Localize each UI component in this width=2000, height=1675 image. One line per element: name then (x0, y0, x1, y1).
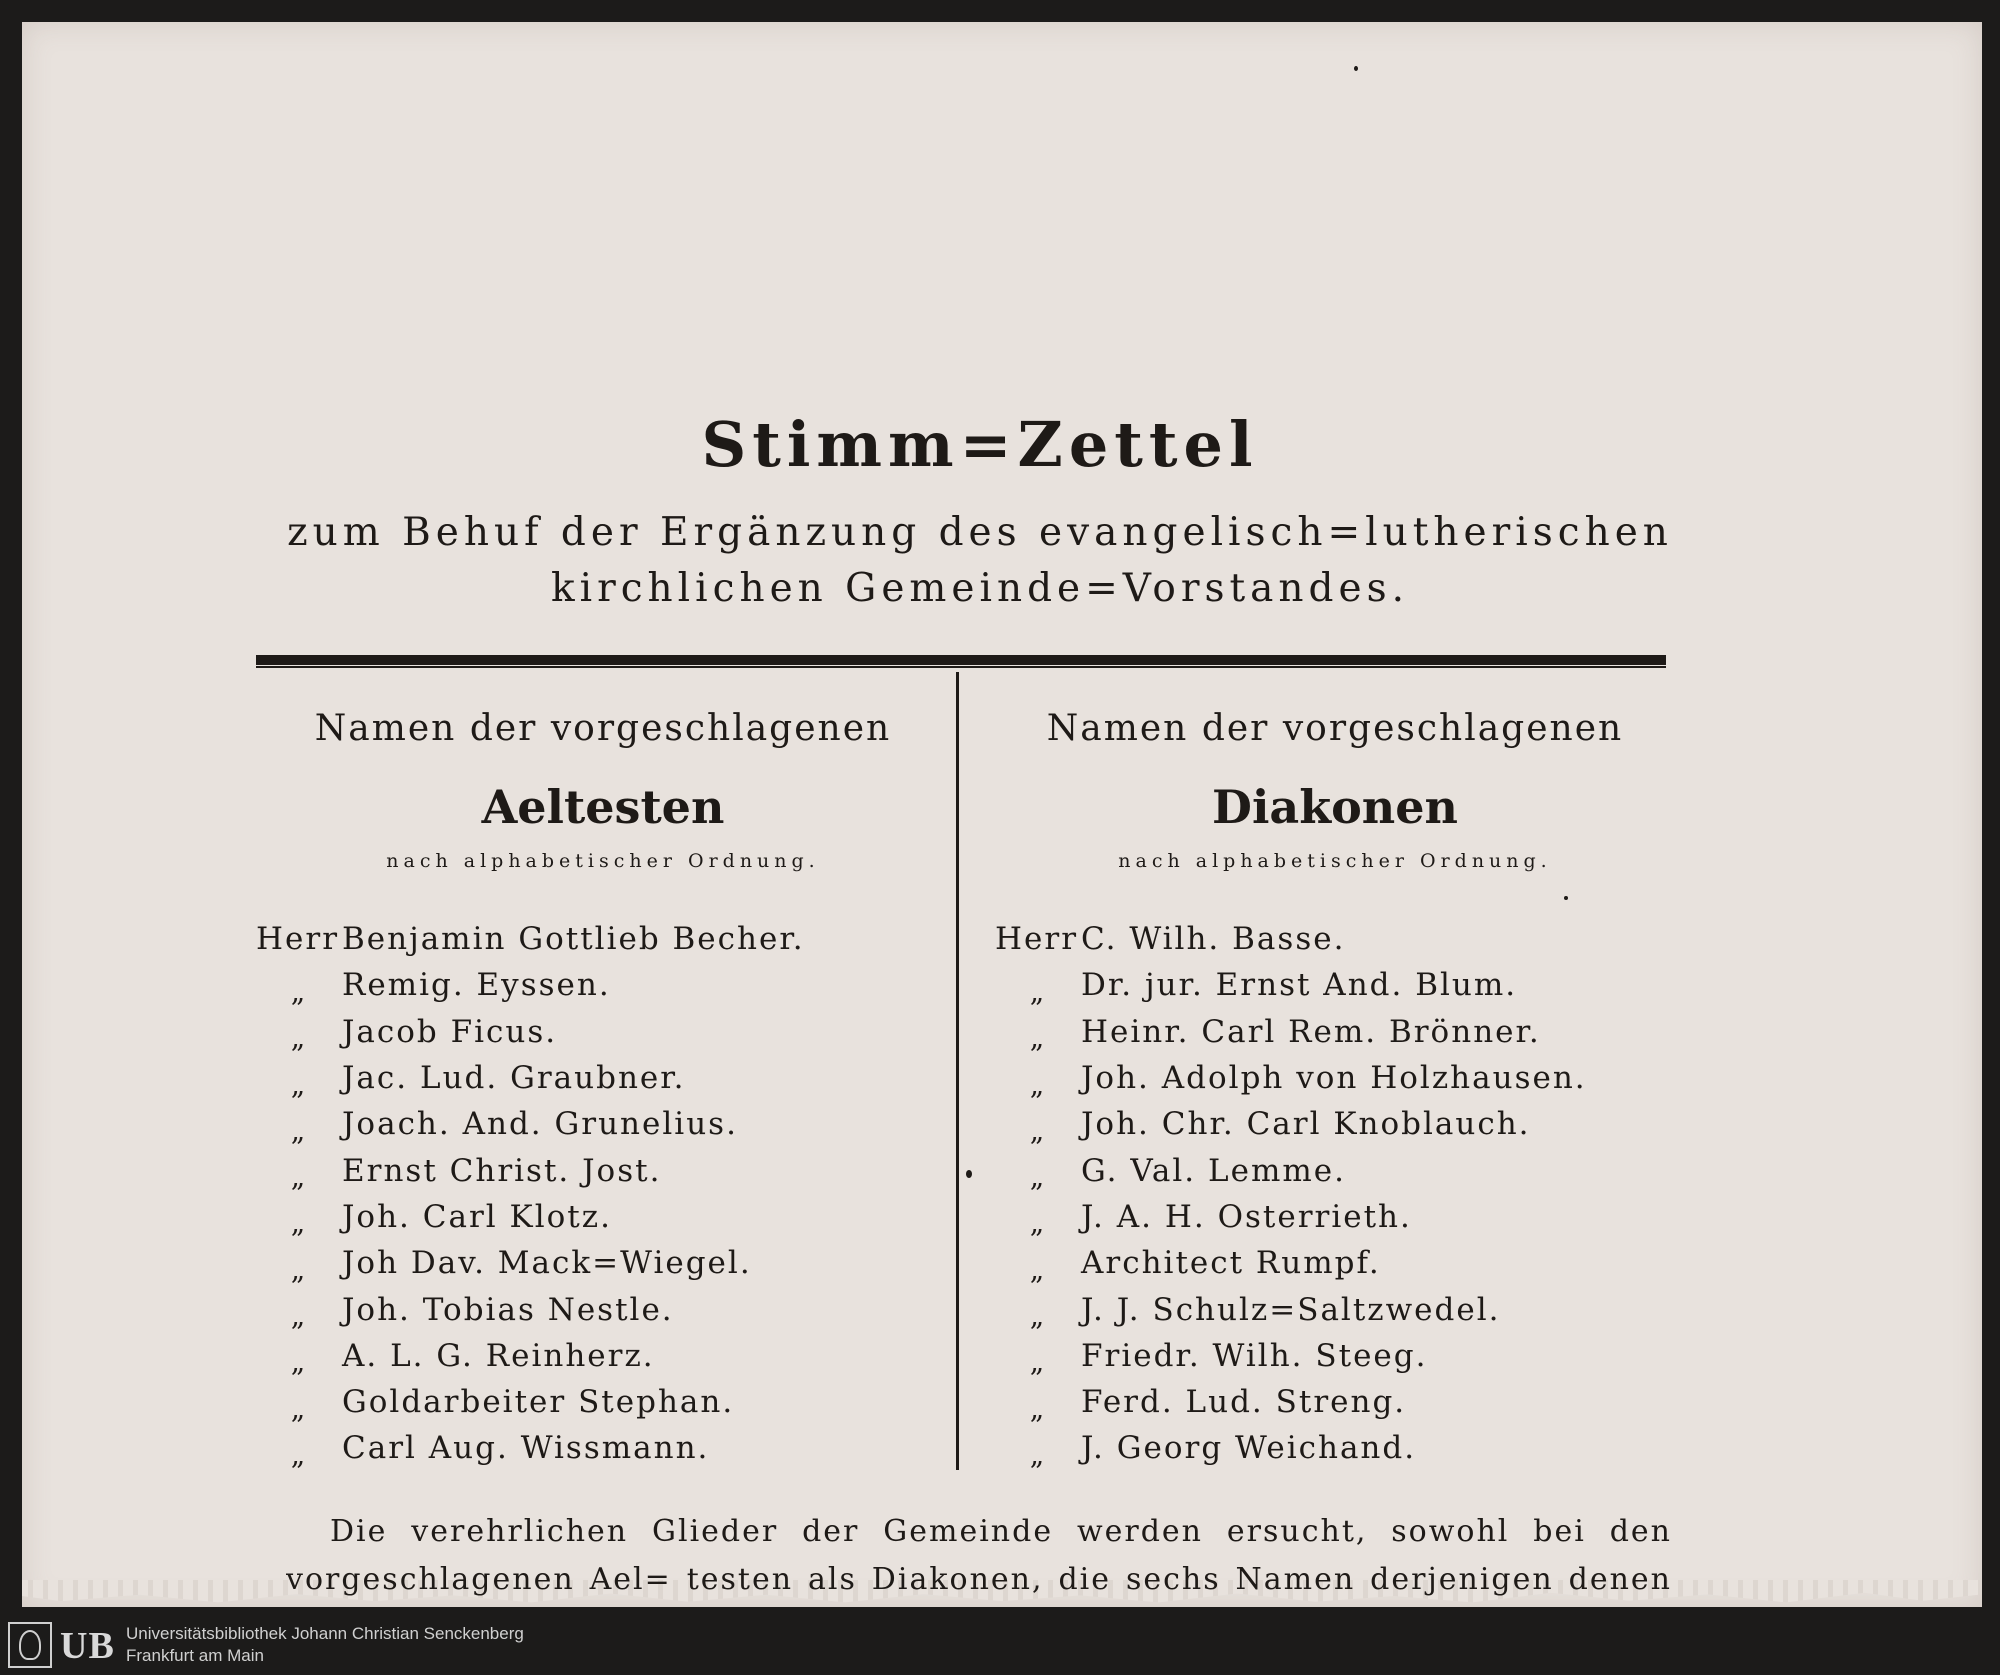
diakonen-candidate-name: Friedr. Wilh. Steeg. (1081, 1337, 1428, 1374)
ditto-mark: „ (1029, 1345, 1047, 1379)
aeltesten-candidate-name: Joh. Carl Klotz. (342, 1198, 612, 1235)
ditto-mark: „ (1029, 1391, 1047, 1425)
ditto-mark: „ (1029, 1299, 1047, 1333)
ditto-mark: „ (1029, 1160, 1047, 1194)
library-credit (126, 1623, 524, 1667)
ditto-mark: „ (290, 1299, 308, 1333)
aeltesten-candidate-name: Remig. Eyssen. (342, 967, 611, 1004)
diakonen-title: Diakonen (1212, 780, 1458, 834)
ditto-mark: „ (290, 1067, 308, 1101)
aeltesten-candidate-name: A. L. G. Reinherz. (342, 1337, 655, 1374)
ditto-mark: „ (290, 1437, 308, 1471)
aeltesten-title: Aeltesten (481, 780, 725, 834)
ditto-mark: „ (1029, 1437, 1047, 1471)
aeltesten-heading: Namen der vorgeschlagenen (314, 708, 892, 749)
ditto-mark: „ (290, 1345, 308, 1379)
diakonen-name-row (995, 962, 1675, 1008)
ditto-mark: „ (290, 974, 308, 1008)
library-logo-text: UB (60, 1625, 115, 1667)
aeltesten-name-row (256, 916, 950, 962)
diakonen-name-row (995, 1425, 1675, 1471)
ditto-mark: „ (1029, 974, 1047, 1008)
diakonen-name-row (995, 1101, 1675, 1147)
aeltesten-candidate-name: Joh. Tobias Nestle. (342, 1291, 674, 1328)
heading-rule-thin (256, 666, 1666, 668)
aeltesten-name-row (256, 1379, 950, 1425)
aeltesten-candidate-name: Ernst Christ. Jost. (342, 1152, 662, 1189)
diakonen-candidate-name: J. J. Schulz=Saltzwedel. (1081, 1291, 1501, 1328)
instructions-paragraph: Die verehrlichen Glieder der Gemeinde werden ersucht, sowohl bei den vorgeschlagenen Ael= testen als Diakonen, die sechs Namen derjenigen denen (286, 1514, 1672, 1597)
aeltesten-column (256, 708, 950, 1472)
aeltesten-name-row (256, 962, 950, 1008)
ditto-mark: „ (1029, 1113, 1047, 1147)
aeltesten-candidate-name: Jac. Lud. Graubner. (342, 1060, 686, 1097)
aeltesten-name-row (256, 1425, 950, 1471)
aeltesten-name-list (256, 916, 950, 1472)
ditto-mark: „ (1029, 1206, 1047, 1240)
diakonen-name-row (995, 1379, 1675, 1425)
aeltesten-candidate-name: Joh Dav. Mack=Wiegel. (342, 1245, 752, 1282)
library-footer (0, 1618, 2000, 1675)
diakonen-name-row (995, 1055, 1675, 1101)
ditto-mark: „ (290, 1160, 308, 1194)
library-emblem-icon (8, 1622, 52, 1668)
ditto-mark: „ (290, 1391, 308, 1425)
diakonen-candidate-name: Ferd. Lud. Streng. (1081, 1384, 1407, 1421)
diakonen-name-row (995, 1286, 1675, 1332)
diakonen-name-list (995, 916, 1675, 1472)
aeltesten-candidate-name: Carl Aug. Wissmann. (342, 1430, 710, 1467)
ditto-mark: „ (290, 1206, 308, 1240)
diakonen-heading: Namen der vorgeschlagenen (1046, 708, 1624, 749)
diakonen-name-row (995, 1009, 1675, 1055)
ditto-mark: „ (1029, 1252, 1047, 1286)
diakonen-candidate-name: G. Val. Lemme. (1081, 1152, 1346, 1189)
ditto-mark: „ (290, 1113, 308, 1147)
diakonen-candidate-name: J. A. H. Osterrieth. (1081, 1198, 1412, 1235)
ditto-mark: „ (290, 1021, 308, 1055)
aeltesten-name-row (256, 1055, 950, 1101)
aeltesten-note: nach alphabetischer Ordnung. (386, 850, 820, 872)
document-subtitle-line2: kirchlichen Gemeinde=Vorstandes. (550, 566, 1410, 611)
ditto-mark: „ (290, 1252, 308, 1286)
diakonen-name-row (995, 1240, 1675, 1286)
diakonen-name-row (995, 1147, 1675, 1193)
diakonen-candidate-name: Architect Rumpf. (1081, 1245, 1381, 1282)
diakonen-candidate-name: Heinr. Carl Rem. Brönner. (1081, 1013, 1541, 1050)
ink-speck (966, 1170, 972, 1178)
document-title: Stimm=Zettel (701, 408, 1259, 481)
diakonen-name-row (995, 1194, 1675, 1240)
library-name: Universitätsbibliothek Johann Christian Senckenberg (126, 1624, 524, 1643)
heading-rule (256, 655, 1666, 665)
aeltesten-candidate-name: Joach. And. Grunelius. (342, 1106, 738, 1143)
diakonen-column (995, 708, 1675, 1472)
diakonen-candidate-name: Joh. Adolph von Holzhausen. (1081, 1060, 1587, 1097)
diakonen-candidate-name: Joh. Chr. Carl Knoblauch. (1081, 1106, 1531, 1143)
aeltesten-name-row (256, 1009, 950, 1055)
aeltesten-name-row (256, 1286, 950, 1332)
diakonen-name-row (995, 1333, 1675, 1379)
aeltesten-name-row (256, 1333, 950, 1379)
document-subtitle-line1: zum Behuf der Ergänzung des evangelisch=lutherischen (287, 510, 1673, 555)
aeltesten-name-row (256, 1194, 950, 1240)
aeltesten-candidate-name: Benjamin Gottlieb Becher. (342, 921, 805, 958)
aeltesten-name-row (256, 1101, 950, 1147)
aeltesten-name-row (256, 1240, 950, 1286)
diakonen-candidate-name: C. Wilh. Basse. (1081, 921, 1346, 958)
diakonen-candidate-name: J. Georg Weichand. (1081, 1430, 1417, 1467)
diakonen-name-row (995, 916, 1675, 962)
diakonen-note: nach alphabetischer Ordnung. (1118, 850, 1552, 872)
aeltesten-candidate-name: Goldarbeiter Stephan. (342, 1384, 735, 1421)
diakonen-candidate-name: Dr. jur. Ernst And. Blum. (1081, 967, 1518, 1004)
library-logo (8, 1622, 115, 1668)
honorific-prefix: Herr (995, 921, 1079, 958)
aeltesten-name-row (256, 1147, 950, 1193)
ink-speck (1564, 896, 1568, 900)
honorific-prefix: Herr (256, 921, 340, 958)
library-location: Frankfurt am Main (126, 1646, 264, 1665)
aeltesten-candidate-name: Jacob Ficus. (342, 1013, 558, 1050)
column-divider (956, 672, 959, 1470)
ditto-mark: „ (1029, 1067, 1047, 1101)
ditto-mark: „ (1029, 1021, 1047, 1055)
ink-speck (1354, 66, 1358, 71)
